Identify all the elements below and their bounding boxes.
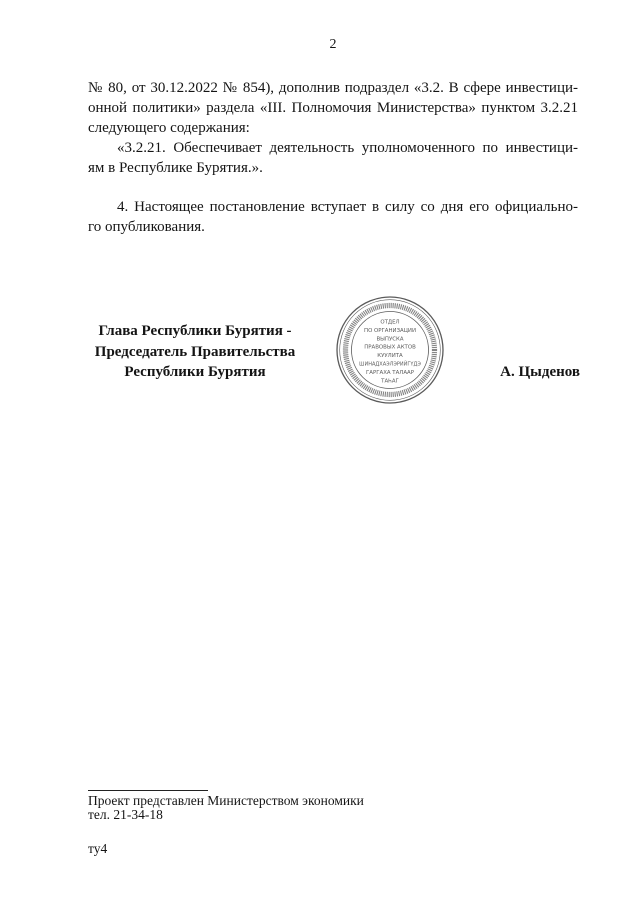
seal-text-line: ПРАВОВЫХ АКТОВ — [364, 344, 416, 351]
footer-code: ту4 — [88, 841, 108, 856]
footer-phone: тел. 21-34-18 — [88, 807, 163, 822]
footnote-divider — [88, 790, 208, 791]
paragraph-1-line-1: № 80, от 30.12.2022 № 854), дополнив подраздел «3.2. В сфере инвестици- — [88, 80, 578, 96]
seal-text-line: ВЫПУСКА — [376, 336, 404, 343]
paragraph-2-line-1: «3.2.21. Обеспечивает деятельность уполномоченного по инвестици- — [117, 140, 578, 156]
page-number: 2 — [329, 37, 337, 52]
paragraph-3-line-1: 4. Настоящее постановление вступает в силу со дня его официально- — [117, 199, 578, 215]
paragraph-3-line-2: го опубликования. — [88, 219, 205, 235]
paragraph-2-line-2: ям в Республике Бурятия.». — [88, 160, 263, 176]
signatory-title-line-2: Председатель Правительства — [94, 344, 296, 360]
signatory-name: А. Цыденов — [500, 364, 580, 380]
signatory-title-line-1: Глава Республики Бурятия - — [98, 323, 292, 339]
seal-text-line: КУУЛИТА — [377, 353, 403, 360]
seal-text-line: ПО ОРГАНИЗАЦИИ — [364, 327, 416, 334]
official-seal-stamp — [334, 294, 446, 406]
paragraph-1-line-2: онной политики» раздела «III. Полномочия Министерства» пунктом 3.2.21 — [88, 100, 578, 116]
seal-text-line: ШИНАДХАЭЛЭРИЙГҮДЭ — [359, 361, 421, 368]
signatory-title-line-3: Республики Бурятия — [124, 364, 266, 380]
seal-text-line: ТАҺАГ — [381, 378, 399, 385]
footer-project-note: Проект представлен Министерством экономики — [88, 793, 364, 808]
seal-text-line: ОТДЕЛ — [380, 319, 400, 326]
seal-text-line: ГАРГАХА ТАЛААР — [366, 369, 414, 376]
paragraph-1-line-3: следующего содержания: — [88, 120, 250, 136]
